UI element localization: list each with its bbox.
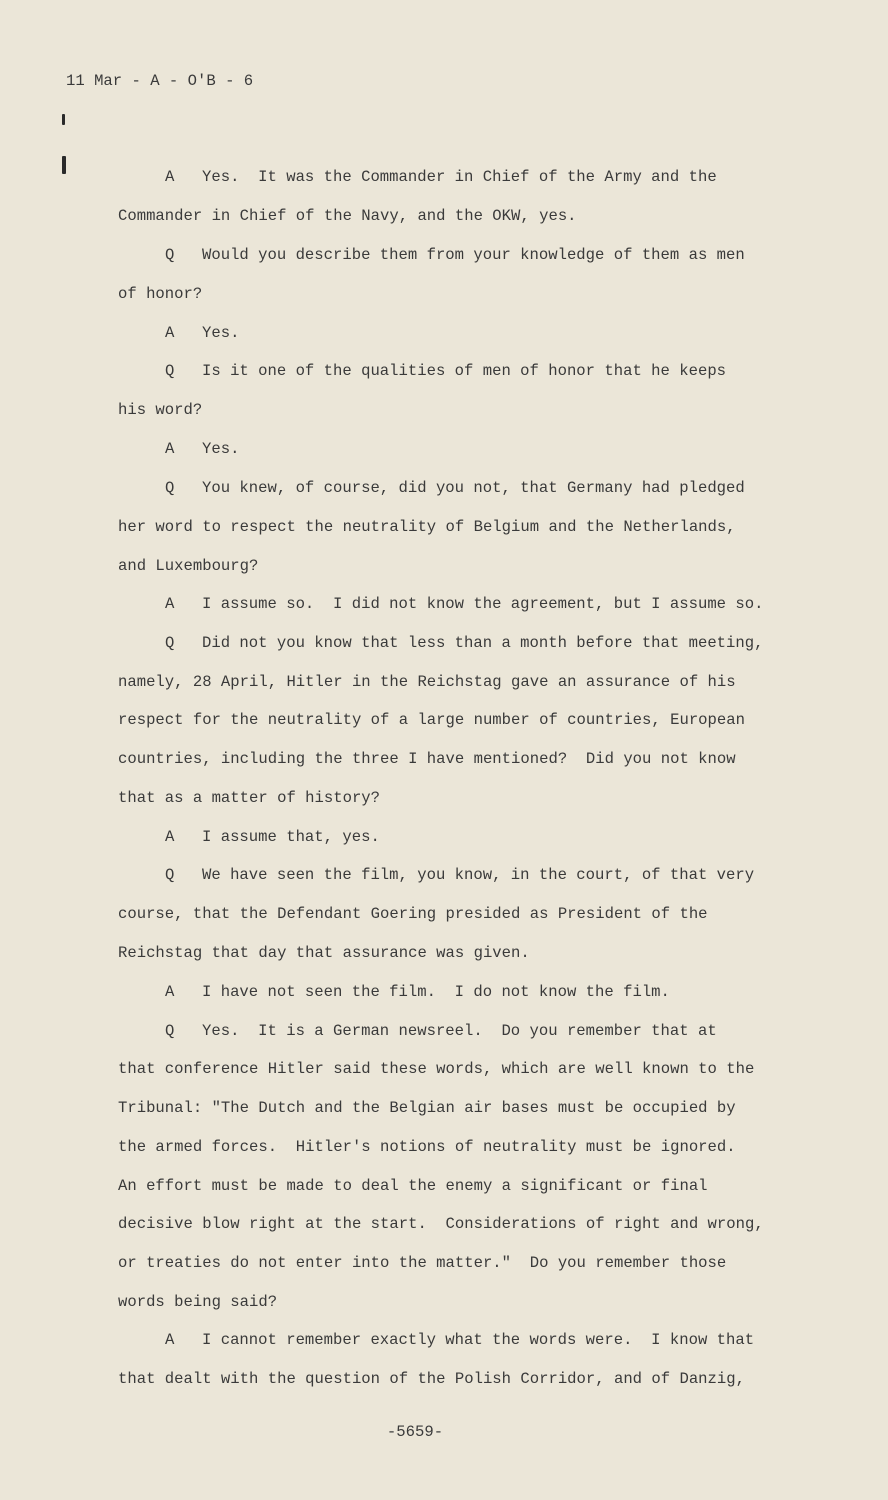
- transcript-line: [118, 1140, 736, 1156]
- speaker-label: A: [165, 440, 175, 458]
- speaker-label: A: [165, 168, 175, 186]
- line-text: and Luxembourg?: [118, 557, 259, 575]
- line-text: I assume so. I did not know the agreement, but I assume so.: [202, 595, 764, 613]
- line-text: course, that the Defendant Goering presided as President of the: [118, 905, 708, 923]
- line-text: Tribunal: "The Dutch and the Belgian air bases must be occupied by: [118, 1099, 736, 1117]
- line-text: I have not seen the film. I do not know the film.: [202, 983, 670, 1001]
- transcript-line: [165, 985, 670, 1001]
- line-text: the armed forces. Hitler's notions of neutrality must be ignored.: [118, 1138, 736, 1156]
- line-text: Yes. It is a German newsreel. Do you remember that at: [202, 1022, 717, 1040]
- line-text: An effort must be made to deal the enemy a significant or final: [118, 1177, 708, 1195]
- line-text: Commander in Chief of the Navy, and the OKW, yes.: [118, 207, 577, 225]
- transcript-line: [165, 442, 239, 458]
- transcript-line: [118, 907, 708, 923]
- margin-mark: [62, 114, 65, 125]
- transcript-line: [118, 1179, 708, 1195]
- line-text: of honor?: [118, 285, 203, 303]
- transcript-line: [118, 403, 202, 419]
- transcript-line: [165, 1333, 754, 1349]
- transcript-line: [118, 209, 577, 225]
- transcript-line: [118, 713, 745, 729]
- transcript-line: [118, 1295, 277, 1311]
- line-text: You knew, of course, did you not, that Germany had pledged: [202, 479, 745, 497]
- transcript-line: [118, 675, 736, 691]
- transcript-line: [165, 868, 754, 884]
- transcript-line: [165, 170, 717, 186]
- line-text: or treaties do not enter into the matter." Do you remember those: [118, 1254, 727, 1272]
- transcript-line: [165, 364, 726, 380]
- transcript-line: [165, 248, 745, 264]
- line-text: Reichstag that day that assurance was given.: [118, 944, 530, 962]
- transcript-line: [118, 791, 380, 807]
- transcript-line: [165, 597, 763, 613]
- line-text: Yes.: [202, 440, 240, 458]
- line-text: that as a matter of history?: [118, 789, 381, 807]
- line-text: countries, including the three I have mentioned? Did you not know: [118, 750, 736, 768]
- transcript-line: [165, 636, 763, 652]
- line-text: I cannot remember exactly what the words were. I know that: [202, 1331, 755, 1349]
- line-text: Did not you know that less than a month before that meeting,: [202, 634, 764, 652]
- transcript-line: [118, 1217, 764, 1233]
- speaker-label: A: [165, 324, 175, 342]
- line-text: Would you describe them from your knowledge of them as men: [202, 246, 745, 264]
- line-text: Yes. It was the Commander in Chief of the Army and the: [202, 168, 717, 186]
- line-text: decisive blow right at the start. Considerations of right and wrong,: [118, 1215, 764, 1233]
- page-reference: 11 Mar - A - O'B - 6: [66, 72, 254, 90]
- speaker-label: A: [165, 595, 175, 613]
- transcript-line: [118, 752, 736, 768]
- speaker-label: Q: [165, 1022, 175, 1040]
- transcript-line: [118, 1062, 754, 1078]
- line-text: Is it one of the qualities of men of honor that he keeps: [202, 362, 727, 380]
- transcript-line: [165, 830, 380, 846]
- transcript-line: [118, 520, 736, 536]
- speaker-label: Q: [165, 866, 175, 884]
- line-text: his word?: [118, 401, 203, 419]
- line-text: I assume that, yes.: [202, 828, 380, 846]
- transcript-line: [165, 481, 745, 497]
- line-text: namely, 28 April, Hitler in the Reichstag gave an assurance of his: [118, 673, 736, 691]
- line-text: Yes.: [202, 324, 240, 342]
- line-text: We have seen the film, you know, in the court, of that very: [202, 866, 755, 884]
- transcript-line: [118, 1256, 726, 1272]
- transcript-line: [118, 1372, 745, 1388]
- transcript-line: [165, 326, 239, 342]
- line-text: words being said?: [118, 1293, 278, 1311]
- transcript-line: [118, 1101, 736, 1117]
- line-text: that conference Hitler said these words, which are well known to the: [118, 1060, 755, 1078]
- transcript-line: [118, 287, 202, 303]
- line-text: respect for the neutrality of a large number of countries, European: [118, 711, 745, 729]
- line-text: that dealt with the question of the Polish Corridor, and of Danzig,: [118, 1370, 745, 1388]
- speaker-label: Q: [165, 479, 175, 497]
- transcript-line: [118, 559, 258, 575]
- speaker-label: A: [165, 1331, 175, 1349]
- line-text: her word to respect the neutrality of Belgium and the Netherlands,: [118, 518, 736, 536]
- margin-mark: [62, 156, 66, 174]
- transcript-line: [118, 946, 530, 962]
- speaker-label: Q: [165, 362, 175, 380]
- transcript-line: [165, 1024, 717, 1040]
- page-number: -5659-: [386, 1423, 444, 1441]
- speaker-label: Q: [165, 634, 175, 652]
- speaker-label: Q: [165, 246, 175, 264]
- speaker-label: A: [165, 983, 175, 1001]
- speaker-label: A: [165, 828, 175, 846]
